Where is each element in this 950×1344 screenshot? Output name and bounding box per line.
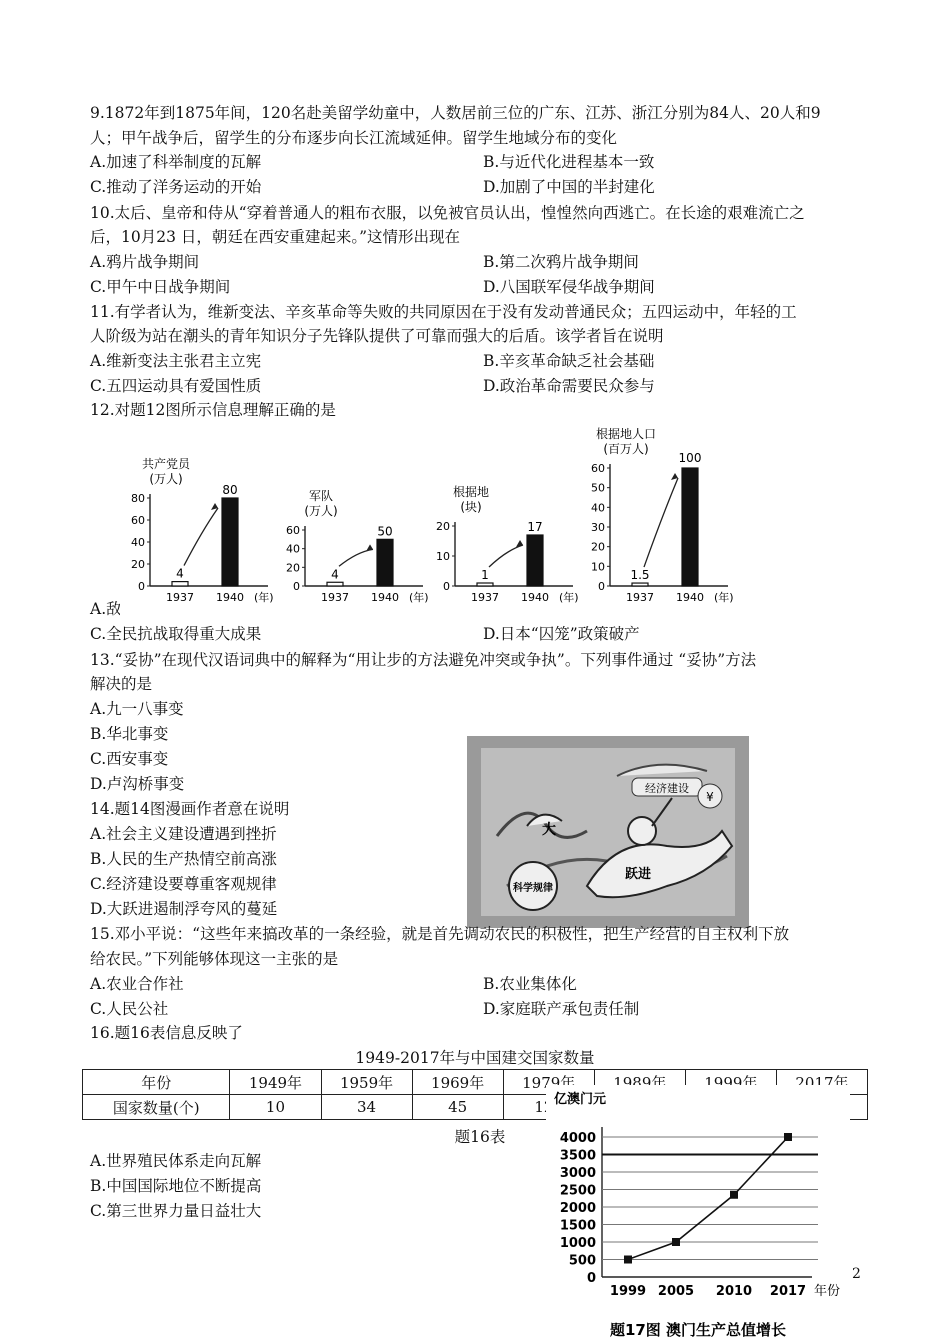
q12-chart-unit: (万人)	[304, 504, 338, 518]
q11-option-b: B.辛亥革命缺乏社会基础	[483, 352, 655, 370]
q12-arrow-head	[366, 544, 373, 551]
q12-y-tick-label: 10	[436, 550, 450, 563]
q12-bar	[172, 582, 188, 586]
q12-chart-unit: (万人)	[149, 472, 183, 486]
q12-y-tick-label: 0	[443, 580, 450, 593]
q12-growth-arrow	[184, 508, 218, 566]
q17-y-tick-label: 2500	[559, 1183, 596, 1199]
q14-option-c: C.经济建设要尊重客观规律	[90, 875, 277, 893]
q9-option-b: B.与近代化进程基本一致	[483, 153, 655, 171]
cartoon-big-label: 大	[542, 822, 556, 838]
q16-option-b: B.中国国际地位不断提高	[90, 1177, 262, 1195]
q17-y-tick-label: 1500	[559, 1218, 596, 1234]
q13-stem-line1: 13.“妥协”在现代汉语词典中的解释为“用让步的方法避免冲突或争执”。下列事件通过 “妥协”方法	[90, 651, 757, 669]
q17-x-tick-label: 2017	[769, 1284, 807, 1299]
q12-x-tick-label: 1937	[471, 591, 499, 604]
q11-option-a: A.维新变法主张君主立宪	[90, 352, 262, 370]
q12-subchart	[131, 456, 274, 604]
cartoon-leap-label: 跃进	[625, 867, 652, 882]
q17-data-point	[624, 1256, 632, 1264]
q17-figure-line-chart	[546, 1085, 850, 1344]
q12-y-tick-label: 60	[591, 462, 605, 475]
q12-x-unit: (年)	[714, 591, 734, 604]
q12-y-tick-label: 0	[138, 580, 145, 593]
q12-bar	[327, 582, 343, 586]
q12-bar-label: 17	[527, 520, 543, 534]
q14-option-b: B.人民的生产热情空前高涨	[90, 850, 277, 868]
q17-data-point	[730, 1191, 738, 1199]
q12-y-tick-label: 60	[131, 514, 145, 527]
q12-bar-label: 4	[331, 567, 339, 582]
q16-stem: 16.题16表信息反映了	[90, 1024, 243, 1042]
q16-option-a: A.世界殖民体系走向瓦解	[90, 1152, 262, 1170]
q9-option-a: A.加速了科举制度的瓦解	[90, 153, 262, 171]
q16-option-c: C.第三世界力量日益壮大	[90, 1202, 262, 1220]
q9-option-d: D.加剧了中国的半封建化	[483, 178, 655, 196]
q12-x-unit: (年)	[559, 591, 579, 604]
q12-chart-unit: (块)	[460, 500, 482, 514]
q11-stem-line2: 人阶级为站在潮头的青年知识分子先锋队提供了可靠而强大的后盾。该学者旨在说明	[90, 327, 664, 345]
q12-stem: 12.对题12图所示信息理解正确的是	[90, 401, 336, 419]
q12-y-tick-label: 20	[591, 540, 605, 554]
q12-x-tick-label: 1937	[321, 591, 349, 604]
q10-option-c: C.甲午中日战争期间	[90, 278, 231, 296]
cartoon-science-label: 科学规律	[513, 883, 553, 894]
q12-y-tick-label: 80	[131, 492, 145, 505]
cartoon-flag-label: 经济建设	[645, 782, 689, 795]
q12-chart-title: 根据地人口	[595, 427, 657, 441]
q12-y-tick-label: 10	[591, 560, 605, 574]
q12-option-a: A.敌后	[90, 600, 138, 618]
q17-y-axis-label: 亿澳门元	[554, 1092, 607, 1107]
q12-bar-label: 100	[678, 451, 702, 465]
q17-x-tick-label: 2005	[657, 1284, 695, 1299]
q11-stem-line1: 11.有学者认为，维新变法、辛亥革命等失败的共同原因在于没有发动普通民众；五四运动中，年轻的工	[90, 303, 797, 321]
q13-option-d: D.卢沟桥事变	[90, 775, 185, 793]
q12-bar	[222, 498, 238, 586]
q12-bar-label: 4	[176, 566, 184, 581]
q13-stem-line2: 解决的是	[90, 675, 153, 693]
q16-data-cell: 34	[321, 1095, 412, 1120]
q10-option-b: B.第二次鸦片战争期间	[483, 253, 639, 271]
q10-option-a: A.鸦片战争期间	[90, 253, 200, 271]
q16-header-cell: 1959年	[321, 1070, 412, 1095]
q14-stem: 14.题14图漫画作者意在说明	[90, 800, 290, 818]
q12-figure-bar-charts	[120, 420, 740, 616]
q12-bar-label: 1	[481, 568, 489, 582]
q17-x-axis-label: 年份	[814, 1284, 841, 1299]
q17-x-tick-label: 2010	[715, 1284, 753, 1299]
q16-data-cell: 45	[412, 1095, 503, 1120]
q12-chart-title: 军队	[308, 489, 334, 503]
q15-option-c: C.人民公社	[90, 1000, 169, 1018]
q12-bar-label: 80	[222, 483, 238, 497]
q12-bar	[632, 583, 648, 586]
q12-bar	[377, 539, 393, 586]
q12-bar-label: 50	[377, 524, 393, 539]
q10-stem-line1: 10.太后、皇帝和侍从“穿着普通人的粗布衣服，以免被官员认出，惶惶然向西逃亡。在长途的艰难流亡之	[90, 204, 805, 222]
q16-header-cell: 1949年	[230, 1070, 321, 1095]
q12-x-unit: (年)	[254, 591, 274, 604]
q17-y-tick-label: 3500	[559, 1148, 596, 1164]
q12-y-tick-label: 20	[131, 558, 145, 571]
q17-y-tick-label: 500	[568, 1253, 596, 1269]
q12-subchart	[286, 489, 429, 604]
q15-stem-line1: 15.邓小平说：“这些年来搞改革的一条经验，就是首先调动农民的积极性，把生产经营的自主权利下放	[90, 925, 790, 943]
q9-option-c: C.推动了洋务运动的开始	[90, 178, 262, 196]
q16-table-caption: 题16表	[454, 1128, 506, 1146]
q16-data-cell: 10	[230, 1095, 321, 1120]
q12-y-tick-label: 0	[598, 580, 605, 593]
q12-y-tick-label: 20	[286, 561, 300, 575]
cartoon-yen-symbol: ¥	[706, 790, 714, 804]
q12-y-tick-label: 20	[436, 520, 450, 533]
q16-header-cell: 1999年	[685, 1070, 776, 1095]
q9-stem-line2: 人；甲午战争后，留学生的分布逐步向长江流域延伸。留学生地域分布的变化	[90, 129, 618, 147]
q16-header-cell: 1969年	[412, 1070, 503, 1095]
q16-data-cell: 120	[503, 1095, 594, 1120]
q12-x-unit: (年)	[409, 591, 429, 604]
q12-y-tick-label: 40	[286, 542, 300, 556]
q10-option-d: D.八国联军侵华战争期间	[483, 278, 655, 296]
q12-option-c: C.全民抗战取得重大成果	[90, 625, 262, 643]
q15-option-b: B.农业集体化	[483, 975, 577, 993]
q12-growth-arrow	[644, 478, 678, 567]
q12-y-tick-label: 60	[286, 524, 300, 537]
q12-bar	[527, 535, 543, 586]
q12-option-d: D.日本“囚笼”政策破产	[483, 625, 640, 643]
q12-y-tick-label: 50	[591, 481, 605, 495]
q10-stem-line2: 后，10月23 日，朝廷在西安重建起来。”这情形出现在	[90, 228, 461, 246]
q12-x-tick-label: 1940	[216, 591, 244, 604]
q12-y-tick-label: 30	[591, 521, 605, 534]
q12-chart-unit: (百万人)	[603, 442, 649, 456]
q11-option-c: C.五四运动具有爱国性质	[90, 377, 262, 395]
q16-table-title: 1949-2017年与中国建交国家数量	[355, 1049, 595, 1067]
q15-option-d: D.家庭联产承包责任制	[483, 1000, 640, 1018]
q17-y-tick-label: 4000	[559, 1131, 596, 1146]
q12-bar	[682, 468, 698, 586]
q17-x-tick-label: 1999	[609, 1284, 647, 1299]
q12-growth-arrow	[489, 545, 523, 567]
q17-data-point	[784, 1133, 792, 1141]
q14-option-a: A.社会主义建设遭遇到挫折	[90, 825, 277, 843]
q12-y-tick-label: 40	[131, 536, 145, 549]
q17-figure-caption: 题17图 澳门生产总值增长	[609, 1321, 787, 1339]
q15-option-a: A.农业合作社	[90, 975, 184, 993]
q16-header-cell: 2017年	[776, 1070, 867, 1095]
q12-x-tick-label: 1940	[371, 591, 399, 604]
q15-stem-line2: 给农民。”下列能够体现这一主张的是	[90, 950, 339, 968]
q13-option-b: B.华北事变	[90, 725, 169, 743]
q12-x-tick-label: 1937	[166, 591, 194, 604]
q12-chart-title: 共产党员	[141, 457, 191, 471]
q17-y-tick-label: 3000	[559, 1166, 596, 1181]
q17-y-tick-label: 2000	[559, 1201, 596, 1216]
q12-subchart	[436, 484, 579, 604]
q14-option-d: D.大跃进遏制浮夸风的蔓延	[90, 900, 278, 918]
q16-row-label: 国家数量(个)	[83, 1095, 230, 1120]
q12-y-tick-label: 40	[591, 501, 605, 515]
q16-header-cell: 1979年	[503, 1070, 594, 1095]
q12-x-tick-label: 1937	[626, 591, 654, 604]
q11-option-d: D.政治革命需要民众参与	[483, 377, 655, 395]
q12-growth-arrow	[339, 549, 373, 566]
q17-data-point	[672, 1238, 680, 1246]
q12-y-tick-label: 0	[293, 580, 300, 593]
q12-bar	[477, 583, 493, 586]
q12-bar-label: 1.5	[630, 568, 650, 583]
q12-x-tick-label: 1940	[521, 591, 549, 604]
page-number: 2	[852, 1266, 861, 1282]
q16-header-cell: 年份	[83, 1070, 230, 1095]
q13-option-a: A.九一八事变	[90, 700, 184, 718]
q12-x-tick-label: 1940	[676, 591, 704, 604]
q13-option-c: C.西安事变	[90, 750, 169, 768]
q17-y-tick-label: 0	[586, 1271, 596, 1286]
q17-y-tick-label: 1000	[559, 1236, 596, 1251]
q9-stem-line1: 9.1872年到1875年间，120名赴美留学幼童中，人数居前三位的广东、江苏、浙江分别为84人、20人和9	[90, 104, 821, 122]
q12-subchart	[591, 426, 734, 604]
q14-cartoon	[467, 736, 749, 928]
q12-chart-title: 根据地	[452, 485, 490, 499]
q16-header-cell: 1989年	[594, 1070, 685, 1095]
